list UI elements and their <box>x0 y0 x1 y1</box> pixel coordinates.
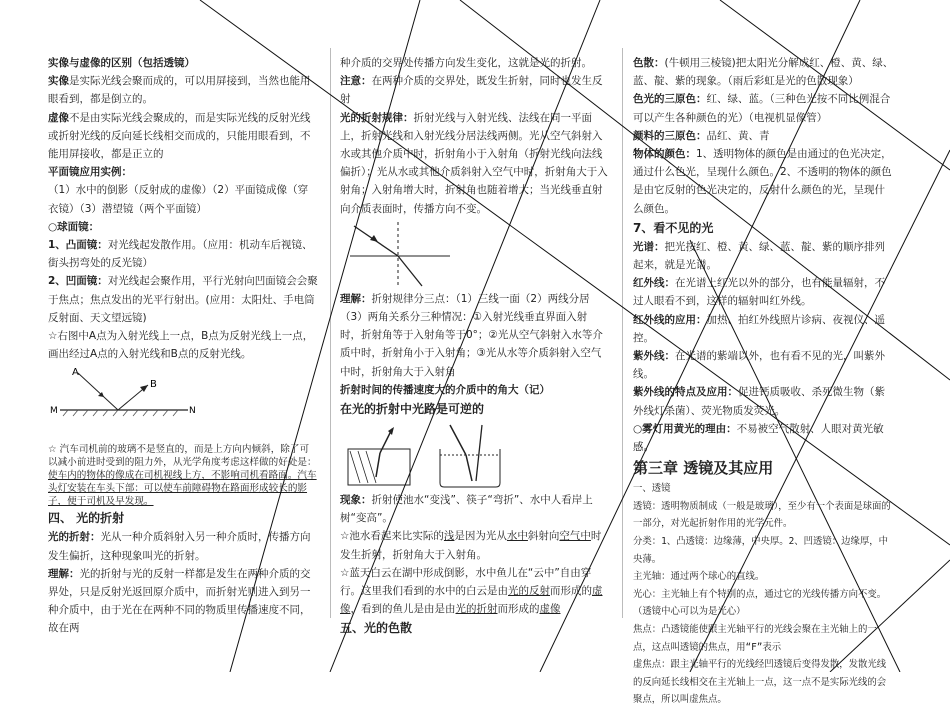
para-pool-depth: ☆池水看起来比实际的浅是因为光从水中斜射向空气中时发生折射，折射角大于入射角。 <box>340 530 602 561</box>
refraction-diagram <box>340 218 460 290</box>
para-refraction-law: 光的折射规律：折射光线与入射光线、法线在同一平面上，折射光线和入射光线分居法线两侧。光从空气斜射入水或其他介质中时，折射角小于入射角（折射光线向法线偏折）；光从水或其他介质斜射入空气中时，折射角大于入射角；入射角增大时，折射角也随着增大；当光线垂直射向介质表面时，传播方向不变。 <box>340 111 608 215</box>
heading-plane-mirror: 平面镜应用实例： <box>48 166 132 179</box>
para-spectrum: 光谱：把光按红、橙、黄、绿、蓝、靛、紫的顺序排列起来，就是光谱。 <box>633 240 885 272</box>
para-virtual-focus: 虚焦点：跟主光轴平行的光线经凹透镜后变得发散，发散光线的反向延长线相交在主光轴上一点，这一点不是实际光线的会聚点，所以叫虚焦点。 <box>633 659 887 706</box>
heading-spherical-mirror: ○球面镜： <box>48 220 100 233</box>
mirror-reflection-figure <box>48 363 198 443</box>
heading-section-7: 7、看不见的光 <box>633 220 714 235</box>
para-light-primaries: 色光的三原色：红、绿、蓝。（三种色光按不同比例混合可以产生各种颜色的光）（电视机显像管） <box>633 93 891 124</box>
heading-section-5: 五、光的色散 <box>340 621 413 636</box>
para-principal-axis: 主光轴：通过两个球心的直线。 <box>633 571 765 583</box>
para-infrared: 红外线：在光谱上红光以外的部分，也有能量辐射，不过人眼看不到，这样的辐射叫红外线。 <box>633 277 885 308</box>
para-lens-types: 分类：1、凸透镜：边缘薄，中央厚。2、凹透镜：边缘厚，中央薄。 <box>633 536 889 565</box>
label-n: N <box>189 406 196 417</box>
para-cloud-reflection: ☆蓝天白云在湖中形成倒影，水中鱼儿在“云中”自由穿行。这里我们看到的水中的白云是由光的反射而形成的虚像，看到的鱼儿是由是由光的折射而形成的虚像 <box>340 566 603 616</box>
pool-chopstick-figure <box>340 419 540 491</box>
para-concave: 2、凹面镜：对光线起会聚作用，平行光射向凹面镜会会聚于焦点；焦点发出的光平行射出。(应用：太阳灶、手电筒反射面、天文望远镜) <box>48 275 318 324</box>
column-1 <box>48 54 318 638</box>
heading-section-4: 四、 光的折射 <box>48 511 125 526</box>
label-m: M <box>50 406 58 417</box>
para-fog-light: ○雾灯用黄光的理由：不易被空气散射、人眼对黄光敏感。 <box>633 422 884 454</box>
column-divider-1 <box>330 48 331 618</box>
para-figure-question: ☆右图中A点为入射光线上一点，B点为反射光线上一点，画出经过A点的入射光线和B点的反射光线。 <box>48 330 314 361</box>
para-attention: 注意：在两种介质的交界处，既发生折射，同时也发生反射 <box>340 75 603 106</box>
para-plane-examples: （1）水中的倒影（反射成的虚像）（2）平面镜成像（穿衣镜）（3）潜望镜（两个平面镜） <box>48 184 309 215</box>
para-optical-center: 光心：主光轴上有个特别的点，通过它的光线传播方向不变。（透镜中心可以为是光心） <box>633 588 887 618</box>
para-refraction-note: 理解：光的折射与光的反射一样都是发生在两种介质的交界处，只是反射光返回原介质中，而折射光则进入到另一种介质中，由于光在在两种不同的物质里传播速度不同，故在两 <box>48 567 311 635</box>
para-object-color: 物体的颜色：1、透明物体的颜色是由通过的色光决定，通过什么色光，呈现什么颜色。2、不透明的物体的颜色是由它反射的色光决定的，反射什么颜色的光，呈现什么颜色。 <box>633 148 892 215</box>
para-continued: 种介质的交界处传播方向发生变化，这就是光的折射。 <box>340 57 592 69</box>
label-a: A <box>72 367 79 379</box>
para-refraction: 光的折射：光从一种介质斜射入另一种介质时，传播方向发生偏折，这种现象叫光的折射。 <box>48 531 311 562</box>
heading-reversible: 在光的折射中光路是可逆的 <box>340 402 485 417</box>
para-dispersion: 色散：(牛顿用三棱镜)把太阳光分解成红、橙、黄、绿、蓝、靛、紫的现象。（雨后彩虹是光的色散现象） <box>633 57 894 88</box>
para-pigment-primaries: 颜料的三原色：品红、黄、青 <box>633 129 770 142</box>
para-virtual-image: 虚像不是由实际光线会聚成的，而是实际光线的反射光线或折射光线的反向延长线相交而成的，只能用眼看到，不能用屏接收，都是正立的 <box>48 111 311 161</box>
para-focus: 焦点：凸透镜能使跟主光轴平行的光线会聚在主光轴上的一点，这点叫透镜的焦点，用“F”表示 <box>633 624 877 653</box>
note-speed: 折射时间的传播速度大的介质中的角大（记） <box>340 383 550 396</box>
para-infrared-use: 红外线的应用：加热、拍红外线照片诊病、夜视仪、遥控。 <box>633 313 885 344</box>
para-understanding: 理解：折射规律分三点：（1）三线一面（2）两线分居（3）两角关系分三种情况：①入射光线垂直界面入射时，折射角等于入射角等于0°；②光从空气斜射入水等介质中时，折射角小于入射角；③光从水等介质斜射入空气中时，折射角大于入射角 <box>340 292 603 378</box>
para-ultraviolet-use: 紫外线的特点及应用：促进钙质吸收、杀死微生物（紫外线灯杀菌）、荧光物质发荧光。 <box>633 386 885 417</box>
para-ultraviolet: 紫外线：在光谱的紫端以外，也有看不见的光，叫紫外线。 <box>633 350 885 381</box>
column-2 <box>340 54 608 638</box>
column-3 <box>633 54 895 709</box>
para-real-image: 实像是实际光线会聚而成的，可以用屏接到，当然也能用眼看到，都是倒立的。 <box>48 75 311 106</box>
para-convex: 1、凸面镜：对光线起发散作用。（应用：机动车后视镜、街头拐弯处的反光镜） <box>48 239 313 270</box>
para-lens-def: 透镜：透明物质制成（一般是玻璃），至少有一个表面是球面的一部分，对光起折射作用的光学元件。 <box>633 500 891 530</box>
chapter-title: 第三章 透镜及其应用 <box>633 459 774 478</box>
heading-lens: 一、透镜 <box>633 483 671 495</box>
label-b: B <box>150 379 157 391</box>
column-divider-2 <box>622 48 623 618</box>
lens-notes <box>633 480 895 709</box>
heading-real-virtual: 实像与虚像的区别（包括透镜） <box>48 57 195 69</box>
para-car-windshield: ☆ 汽车司机前的玻璃不是竖直的，而是上方向内倾斜，除了可以减小前进时受到的阻力外，从光学角度考虑这样做的好处是：使车内的物体的像成在司机视线上方，不影响司机看路面。汽车头灯安装在车头下部：可以使车前障碍物在路面形成较长的影子，便于司机及早发现。 <box>48 444 317 508</box>
para-phenomenon: 现象：折射使池水“变浅”、筷子“弯折”、水中人看岸上树“变高”。 <box>340 494 593 525</box>
